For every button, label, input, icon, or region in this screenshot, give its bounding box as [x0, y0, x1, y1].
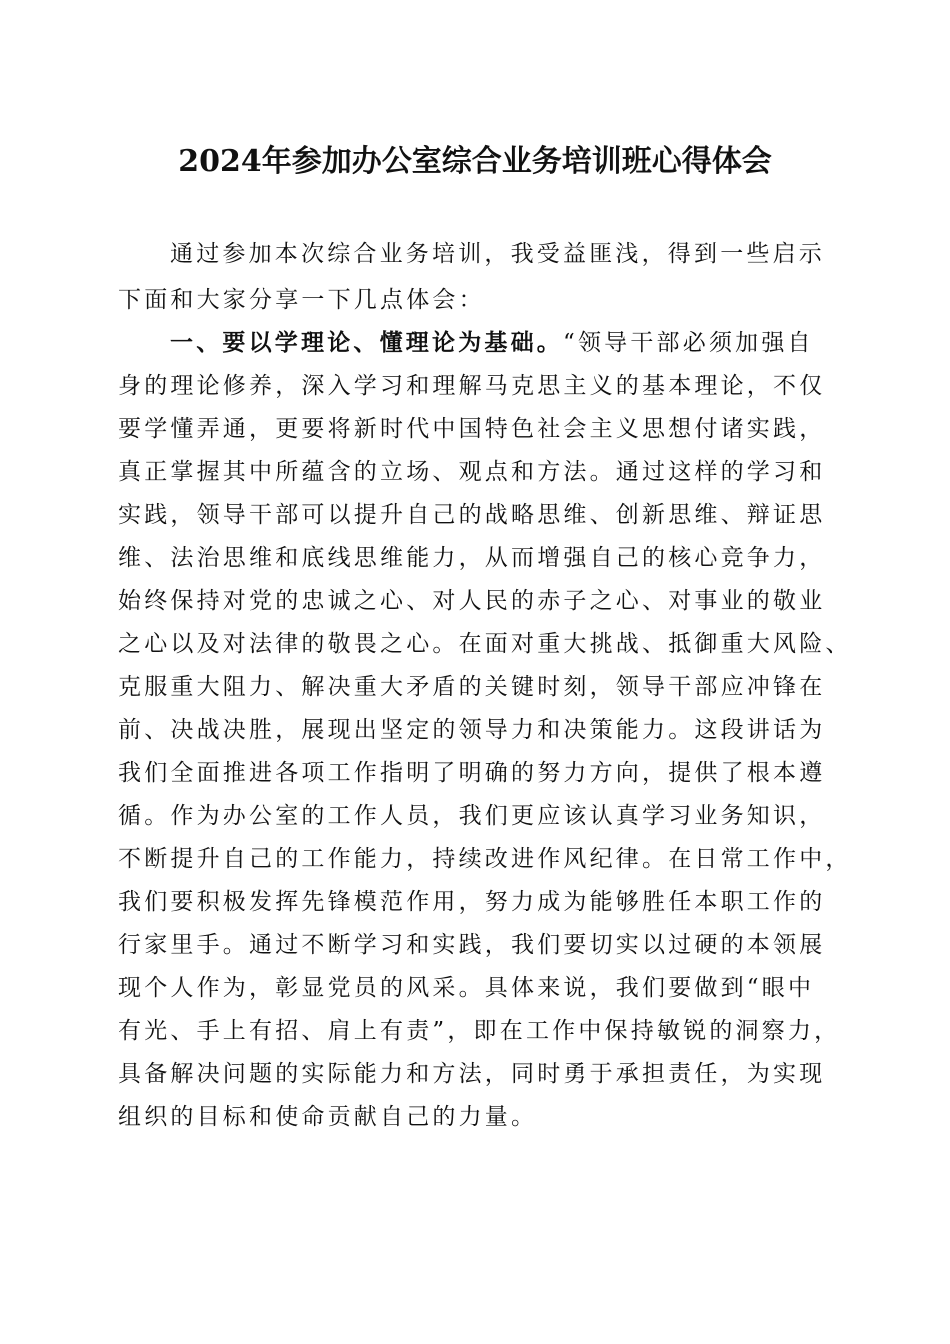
body-line: 循。作为办公室的工作人员，我们更应该认真学习业务知识，	[118, 803, 826, 829]
body-line: 要学懂弄通，更要将新时代中国特色社会主义思想付诸实践，	[118, 416, 826, 442]
section1-heading: 一、要以学理论、懂理论为基础。	[170, 329, 563, 356]
body-line: 真正掌握其中所蕴含的立场、观点和方法。通过这样的学习和	[118, 459, 826, 485]
body-line: 有光、手上有招、肩上有责”，即在工作中保持敏锐的洞察力，	[118, 1018, 841, 1044]
intro-line-2: 下面和大家分享一下几点体会：	[118, 287, 485, 313]
body-line: 克服重大阻力、解决重大矛盾的关键时刻，领导干部应冲锋在	[118, 674, 826, 700]
body-line: 不断提升自己的工作能力，持续改进作风纪律。在日常工作中，	[118, 846, 852, 872]
section1-first-line-rest: “领导干部必须加强自	[563, 330, 814, 356]
body-line: 身的理论修养，深入学习和理解马克思主义的基本理论，不仅	[118, 373, 826, 399]
body-line: 现个人作为，彰显党员的风采。具体来说，我们要做到“眼中	[118, 975, 815, 1001]
body-line: 具备解决问题的实际能力和方法，同时勇于承担责任，为实现	[118, 1061, 826, 1087]
body-line: 我们全面推进各项工作指明了明确的努力方向，提供了根本遵	[118, 760, 826, 786]
intro-line-1: 通过参加本次综合业务培训，我受益匪浅，得到一些启示	[170, 241, 825, 267]
body-line: 实践，领导干部可以提升自己的战略思维、创新思维、辩证思	[118, 502, 826, 528]
section1-first-line	[170, 323, 890, 363]
body-line: 维、法治思维和底线思维能力，从而增强自己的核心竞争力，	[118, 545, 826, 571]
document-title: 2024年参加办公室综合业务培训班心得体会	[178, 144, 772, 179]
body-line: 行家里手。通过不断学习和实践，我们要切实以过硬的本领展	[118, 932, 826, 958]
body-line: 组织的目标和使命贡献自己的力量。	[118, 1104, 538, 1130]
body-line: 之心以及对法律的敬畏之心。在面对重大挑战、抵御重大风险、	[118, 631, 852, 657]
body-line: 我们要积极发挥先锋模范作用，努力成为能够胜任本职工作的	[118, 889, 826, 915]
body-line: 前、决战决胜，展现出坚定的领导力和决策能力。这段讲话为	[118, 717, 826, 743]
body-line: 始终保持对党的忠诚之心、对人民的赤子之心、对事业的敬业	[118, 588, 826, 614]
